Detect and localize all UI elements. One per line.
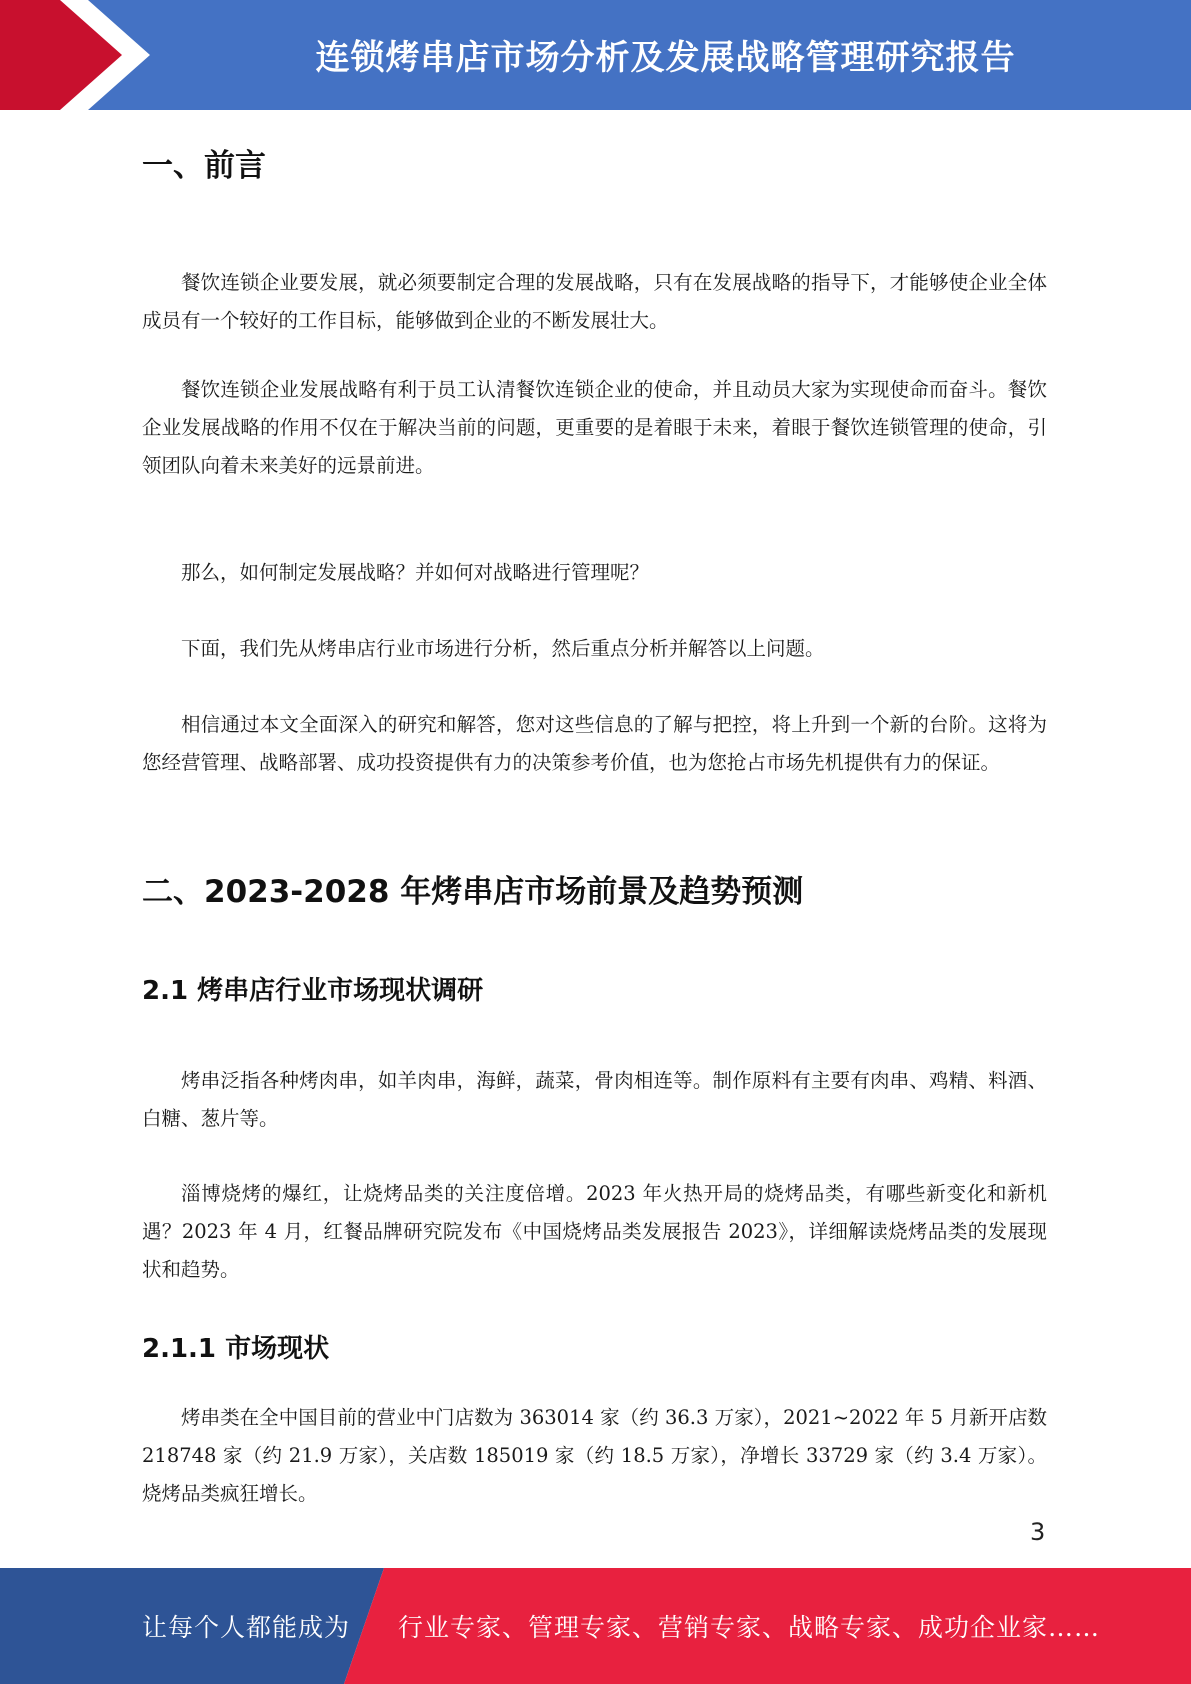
document-title: 连锁烤串店市场分析及发展战略管理研究报告 — [315, 37, 1016, 78]
section-heading-preface: 一、前言 — [142, 148, 266, 184]
paragraph: 餐饮连锁企业发展战略有利于员工认清餐饮连锁企业的使命，并且动员大家为实现使命而奋斗。餐饮企业发展战略的作用不仅在于解决当前的问题，更重要的是着眼于未来，着眼于餐饮连锁管理的使命，引领团队向着未来美好的远景前进。 — [142, 378, 1047, 477]
paragraph: 烤串泛指各种烤肉串，如羊肉串，海鲜，蔬菜，骨肉相连等。制作原料有主要有肉串、鸡精、料酒、白糖、葱片等。 — [142, 1069, 1047, 1130]
page-number: 3 — [1030, 1518, 1046, 1546]
section-heading-forecast: 二、2023-2028 年烤串店市场前景及趋势预测 — [142, 874, 804, 910]
paragraph: 下面，我们先从烤串店行业市场进行分析，然后重点分析并解答以上问题。 — [181, 637, 825, 660]
paragraph: 餐饮连锁企业要发展，就必须要制定合理的发展战略，只有在发展战略的指导下，才能够使企业全体成员有一个较好的工作目标，能够做到企业的不断发展壮大。 — [142, 271, 1047, 332]
paragraph: 淄博烧烤的爆红，让烧烤品类的关注度倍增。2023 年火热开局的烧烤品类，有哪些新变化和新机遇？2023 年 4 月，红餐品牌研究院发布《中国烧烤品类发展报告 2023》，详细解读烧烤品类的发展现状和趋势。 — [142, 1182, 1047, 1281]
footer-slogan-right: 行业专家、管理专家、营销专家、战略专家、成功企业家…… — [398, 1613, 1101, 1642]
paragraph: 相信通过本文全面深入的研究和解答，您对这些信息的了解与把控，将上升到一个新的台阶。这将为您经营管理、战略部署、成功投资提供有力的决策参考价值，也为您抢占市场先机提供有力的保证。 — [142, 713, 1047, 774]
paragraph: 那么，如何制定发展战略？并如何对战略进行管理呢？ — [181, 561, 650, 584]
paragraph: 烤串类在全中国目前的营业中门店数为 363014 家（约 36.3 万家），2021~2022 年 5 月新开店数 218748 家（约 21.9 万家），关店数 185019 家（约 18.5 万家），净增长 33729 家（约 3.4 万家）。烧烤品类疯狂增长。 — [142, 1406, 1047, 1505]
subsection-heading-market-status: 2.1.1 市场现状 — [142, 1334, 330, 1364]
subsection-heading-market-research: 2.1 烤串店行业市场现状调研 — [142, 976, 484, 1006]
page-header — [0, 0, 1191, 110]
footer-slogan-left: 让每个人都能成为 — [142, 1613, 351, 1642]
page-footer — [0, 1568, 1191, 1684]
